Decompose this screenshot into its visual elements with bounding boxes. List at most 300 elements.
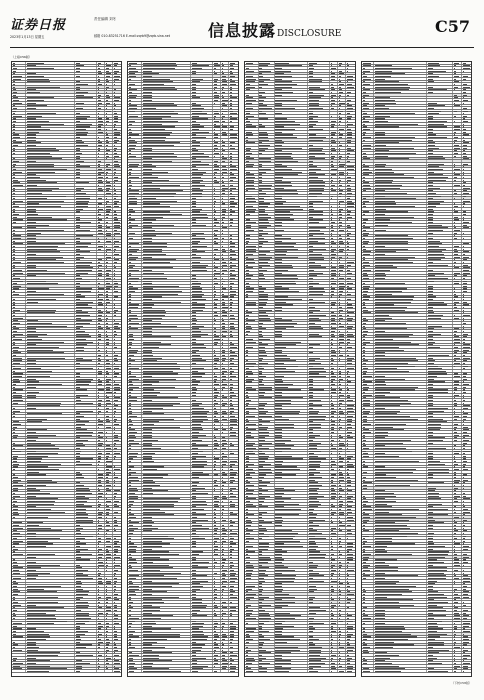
table-cell bbox=[26, 73, 75, 75]
table-cell bbox=[142, 192, 191, 194]
fine-print-text bbox=[129, 376, 136, 377]
fine-print-text bbox=[214, 219, 217, 220]
fine-print-text bbox=[76, 166, 90, 167]
table-cell bbox=[105, 338, 113, 340]
fine-print-text bbox=[98, 148, 101, 149]
fine-print-text bbox=[143, 350, 153, 351]
fine-print-text bbox=[192, 328, 199, 329]
table-cell bbox=[97, 200, 105, 202]
fine-print-text bbox=[214, 182, 220, 183]
table-cell bbox=[128, 421, 142, 423]
fine-print-text bbox=[222, 222, 224, 223]
table-cell bbox=[26, 415, 75, 417]
fine-print-text bbox=[76, 304, 88, 305]
fine-print-text bbox=[76, 581, 81, 582]
fine-print-text bbox=[222, 254, 223, 255]
table-cell bbox=[26, 498, 75, 500]
fine-print-text bbox=[230, 222, 233, 223]
table-cell bbox=[105, 591, 113, 593]
fine-print-text bbox=[143, 381, 160, 382]
fine-print-text bbox=[129, 132, 133, 133]
table-cell bbox=[75, 120, 97, 122]
table-cell bbox=[221, 442, 229, 444]
table-cell bbox=[142, 442, 191, 444]
fine-print-text bbox=[222, 203, 225, 204]
fine-print-text bbox=[214, 443, 219, 444]
fine-print-text bbox=[27, 140, 37, 141]
table-cell bbox=[113, 373, 121, 375]
fine-print-text bbox=[13, 411, 20, 412]
table-cell bbox=[191, 431, 213, 433]
fine-print-text bbox=[214, 451, 215, 452]
table-cell bbox=[221, 158, 229, 160]
table-cell bbox=[142, 399, 191, 401]
table-cell bbox=[229, 445, 238, 447]
table-cell bbox=[12, 577, 26, 579]
fine-print-text bbox=[76, 156, 80, 157]
table-cell bbox=[26, 628, 75, 630]
fine-print-text bbox=[192, 403, 202, 404]
table-cell bbox=[75, 620, 97, 622]
table-cell bbox=[105, 511, 113, 513]
table-cell bbox=[113, 139, 121, 141]
table-cell bbox=[12, 548, 26, 550]
table-cell bbox=[128, 285, 142, 287]
fine-print-text bbox=[114, 79, 119, 80]
table-cell bbox=[75, 107, 97, 109]
table-cell bbox=[128, 450, 142, 452]
table-cell bbox=[26, 423, 75, 425]
table-cell bbox=[213, 415, 221, 417]
table-cell bbox=[113, 564, 121, 566]
table-cell bbox=[97, 402, 105, 404]
fine-print-text bbox=[98, 100, 101, 101]
table-cell bbox=[75, 333, 97, 335]
table-cell bbox=[142, 330, 191, 332]
table-cell bbox=[221, 83, 229, 85]
fine-print-text bbox=[214, 262, 215, 263]
fine-print-text bbox=[114, 198, 116, 199]
table-cell bbox=[221, 370, 229, 372]
table-cell bbox=[105, 628, 113, 630]
table-cell bbox=[97, 503, 105, 505]
table-cell bbox=[97, 615, 105, 617]
table-cell bbox=[97, 617, 105, 619]
fine-print-text bbox=[98, 461, 101, 462]
table-cell bbox=[75, 564, 97, 566]
fine-print-text bbox=[98, 647, 100, 648]
fine-print-text bbox=[114, 166, 120, 167]
table-cell bbox=[191, 450, 213, 452]
fine-print-text bbox=[98, 514, 103, 515]
table-cell bbox=[97, 365, 105, 367]
table-cell bbox=[75, 110, 97, 112]
fine-print-text bbox=[222, 339, 223, 340]
table-cell bbox=[113, 152, 121, 154]
fine-print-text bbox=[98, 227, 102, 228]
table-cell bbox=[97, 421, 105, 423]
table-cell bbox=[97, 508, 105, 510]
table-cell bbox=[142, 240, 191, 242]
table-cell bbox=[128, 429, 142, 431]
table-cell bbox=[105, 543, 113, 545]
table-cell bbox=[191, 65, 213, 67]
table-cell bbox=[213, 243, 221, 245]
fine-print-text bbox=[222, 347, 224, 348]
table-cell bbox=[26, 285, 75, 287]
table-cell bbox=[97, 89, 105, 91]
fine-print-text bbox=[114, 320, 116, 321]
table-cell bbox=[113, 213, 121, 215]
table-cell bbox=[213, 192, 221, 194]
table-cell bbox=[213, 97, 221, 99]
fine-print-text bbox=[106, 610, 111, 611]
fine-print-text bbox=[106, 203, 107, 204]
fine-print-text bbox=[214, 267, 218, 268]
fine-print-text bbox=[230, 76, 236, 77]
table-cell bbox=[12, 498, 26, 500]
fine-print-text bbox=[98, 161, 101, 162]
table-cell bbox=[75, 410, 97, 412]
table-cell bbox=[105, 65, 113, 67]
fine-print-text bbox=[27, 485, 47, 486]
table-cell bbox=[26, 213, 75, 215]
fine-print-text bbox=[98, 634, 102, 635]
fine-print-text bbox=[13, 65, 16, 66]
fine-print-text bbox=[143, 397, 178, 398]
fine-print-text bbox=[222, 302, 226, 303]
table-cell bbox=[113, 375, 121, 377]
fine-print-text bbox=[114, 392, 117, 393]
table-cell bbox=[229, 437, 238, 439]
table-cell bbox=[75, 431, 97, 433]
table-cell bbox=[12, 620, 26, 622]
table-cell bbox=[142, 102, 191, 104]
fine-print-text bbox=[143, 177, 159, 178]
table-cell bbox=[105, 556, 113, 558]
fine-print-text bbox=[114, 148, 117, 149]
fine-print-text bbox=[114, 137, 117, 138]
table-cell bbox=[12, 150, 26, 152]
table-cell bbox=[128, 290, 142, 292]
fine-print-text bbox=[76, 201, 89, 202]
table-cell bbox=[142, 309, 191, 311]
table-cell bbox=[105, 615, 113, 617]
fine-print-text bbox=[106, 488, 109, 489]
fine-print-text bbox=[114, 668, 120, 669]
table-cell bbox=[229, 349, 238, 351]
table-cell bbox=[97, 187, 105, 189]
fine-print-text bbox=[114, 554, 116, 555]
table-cell bbox=[75, 105, 97, 107]
table-cell bbox=[191, 139, 213, 141]
table-cell bbox=[213, 367, 221, 369]
table-cell bbox=[12, 662, 26, 664]
table-cell bbox=[12, 309, 26, 311]
table-cell bbox=[142, 166, 191, 168]
fine-print-text bbox=[76, 456, 80, 457]
fine-print-text bbox=[143, 299, 153, 300]
table-cell bbox=[105, 604, 113, 606]
fine-print-text bbox=[114, 570, 119, 571]
table-cell bbox=[128, 205, 142, 207]
fine-print-text bbox=[214, 400, 216, 401]
table-cell bbox=[229, 243, 238, 245]
fine-print-text bbox=[106, 536, 107, 537]
fine-print-text bbox=[106, 440, 107, 441]
fine-print-text bbox=[27, 150, 59, 151]
fine-print-text bbox=[214, 230, 218, 231]
table-cell bbox=[12, 476, 26, 478]
fine-print-text bbox=[13, 461, 17, 462]
fine-print-text bbox=[114, 456, 116, 457]
fine-print-text bbox=[192, 235, 196, 236]
table-cell bbox=[213, 176, 221, 178]
table-cell bbox=[105, 593, 113, 595]
table-cell bbox=[229, 418, 238, 420]
table-cell bbox=[97, 352, 105, 354]
table-cell bbox=[128, 253, 142, 255]
fine-print-text bbox=[129, 299, 132, 300]
fine-print-text bbox=[222, 283, 224, 284]
table-cell bbox=[75, 354, 97, 356]
fine-print-text bbox=[27, 193, 43, 194]
table-cell bbox=[12, 421, 26, 423]
table-cell bbox=[229, 296, 238, 298]
fine-print-text bbox=[98, 474, 104, 475]
table-cell bbox=[97, 267, 105, 269]
fine-print-text bbox=[129, 336, 134, 337]
fine-print-text bbox=[13, 634, 16, 635]
table-cell bbox=[113, 264, 121, 266]
table-cell bbox=[105, 280, 113, 282]
fine-print-text bbox=[106, 474, 109, 475]
table-cell bbox=[12, 264, 26, 266]
fine-print-text bbox=[76, 384, 89, 385]
table-cell bbox=[75, 506, 97, 508]
table-cell bbox=[142, 158, 191, 160]
fine-print-text bbox=[13, 435, 18, 436]
table-cell bbox=[75, 115, 97, 117]
fine-print-text bbox=[114, 286, 118, 287]
fine-print-text bbox=[192, 116, 199, 117]
table-cell bbox=[12, 235, 26, 237]
fine-print-text bbox=[13, 554, 23, 555]
fine-print-text bbox=[129, 217, 132, 218]
fine-print-text bbox=[230, 68, 235, 69]
fine-print-text bbox=[76, 302, 93, 303]
table-cell bbox=[128, 195, 142, 197]
table-cell bbox=[75, 160, 97, 162]
fine-print-text bbox=[27, 498, 58, 499]
table-cell bbox=[128, 227, 142, 229]
table-cell bbox=[191, 245, 213, 247]
table-cell bbox=[97, 394, 105, 396]
table-cell bbox=[113, 468, 121, 470]
disclosure-column-1 bbox=[11, 61, 122, 677]
table-cell bbox=[105, 670, 113, 672]
fine-print-text bbox=[76, 413, 80, 414]
fine-print-text bbox=[98, 291, 99, 292]
table-cell bbox=[75, 301, 97, 303]
table-cell bbox=[26, 601, 75, 603]
fine-print-text bbox=[76, 498, 89, 499]
fine-print-text bbox=[114, 105, 116, 106]
table-cell bbox=[128, 346, 142, 348]
table-cell bbox=[26, 463, 75, 465]
table-cell bbox=[221, 221, 229, 223]
fine-print-text bbox=[76, 227, 80, 228]
table-cell bbox=[213, 182, 221, 184]
table-cell bbox=[105, 445, 113, 447]
table-cell bbox=[213, 139, 221, 141]
fine-print-text bbox=[76, 161, 84, 162]
table-cell bbox=[221, 322, 229, 324]
fine-print-text bbox=[13, 509, 18, 510]
fine-print-text bbox=[76, 312, 88, 313]
table-cell bbox=[97, 474, 105, 476]
table-cell bbox=[105, 434, 113, 436]
table-cell bbox=[113, 118, 121, 120]
table-cell bbox=[12, 259, 26, 261]
table-cell bbox=[105, 484, 113, 486]
fine-print-text bbox=[106, 188, 110, 189]
fine-print-text bbox=[143, 358, 162, 359]
table-cell bbox=[97, 354, 105, 356]
table-cell bbox=[213, 62, 221, 64]
table-cell bbox=[26, 447, 75, 449]
fine-print-text bbox=[106, 509, 110, 510]
table-cell bbox=[213, 115, 221, 117]
table-cell bbox=[128, 317, 142, 319]
table-cell bbox=[12, 585, 26, 587]
fine-print-text bbox=[114, 655, 119, 656]
fine-print-text bbox=[114, 496, 116, 497]
table-cell bbox=[191, 367, 213, 369]
table-cell bbox=[113, 338, 121, 340]
fine-print-text bbox=[98, 79, 100, 80]
table-cell bbox=[105, 277, 113, 279]
table-cell bbox=[105, 471, 113, 473]
fine-print-text bbox=[222, 95, 223, 96]
table-cell bbox=[12, 452, 26, 454]
table-cell bbox=[113, 78, 121, 80]
fine-print-text bbox=[222, 124, 223, 125]
table-cell bbox=[221, 455, 229, 457]
fine-print-text bbox=[98, 241, 100, 242]
fine-print-text bbox=[192, 427, 202, 428]
fine-print-text bbox=[106, 522, 109, 523]
table-cell bbox=[229, 163, 238, 165]
fine-print-text bbox=[129, 251, 138, 252]
fine-print-text bbox=[230, 145, 232, 146]
table-cell bbox=[113, 211, 121, 213]
fine-print-text bbox=[129, 307, 138, 308]
fine-print-text bbox=[76, 87, 80, 88]
fine-print-text bbox=[114, 671, 120, 672]
fine-print-text bbox=[106, 150, 110, 151]
table-cell bbox=[26, 487, 75, 489]
table-cell bbox=[105, 660, 113, 662]
table-cell bbox=[113, 423, 121, 425]
fine-print-text bbox=[222, 230, 223, 231]
fine-print-text bbox=[192, 411, 209, 412]
fine-print-text bbox=[76, 451, 81, 452]
fine-print-text bbox=[98, 73, 102, 74]
table-cell bbox=[191, 362, 213, 364]
fine-print-text bbox=[98, 533, 99, 534]
table-cell bbox=[26, 280, 75, 282]
table-cell bbox=[75, 559, 97, 561]
table-cell bbox=[75, 641, 97, 643]
fine-print-text bbox=[129, 427, 132, 428]
fine-print-text bbox=[143, 203, 161, 204]
table-cell bbox=[221, 235, 229, 237]
fine-print-text bbox=[76, 403, 93, 404]
table-cell bbox=[229, 415, 238, 417]
table-cell bbox=[26, 636, 75, 638]
table-cell bbox=[191, 89, 213, 91]
fine-print-text bbox=[106, 328, 111, 329]
table-cell bbox=[113, 224, 121, 226]
fine-print-text bbox=[27, 100, 45, 101]
table-cell bbox=[213, 155, 221, 157]
fine-print-text bbox=[222, 193, 225, 194]
table-cell bbox=[105, 373, 113, 375]
table-cell bbox=[12, 625, 26, 627]
table-cell bbox=[213, 458, 221, 460]
table-cell bbox=[128, 192, 142, 194]
table-cell bbox=[191, 378, 213, 380]
fine-print-text bbox=[98, 621, 103, 622]
table-cell bbox=[113, 195, 121, 197]
table-cell bbox=[75, 437, 97, 439]
fine-print-text bbox=[222, 320, 224, 321]
table-cell bbox=[221, 365, 229, 367]
table-cell bbox=[12, 622, 26, 624]
table-cell bbox=[12, 492, 26, 494]
table-cell bbox=[113, 646, 121, 648]
fine-print-text bbox=[192, 392, 196, 393]
table-cell bbox=[12, 479, 26, 481]
table-cell bbox=[26, 532, 75, 534]
fine-print-text bbox=[27, 432, 37, 433]
fine-print-text bbox=[214, 307, 217, 308]
fine-print-text bbox=[76, 546, 80, 547]
table-cell bbox=[75, 275, 97, 277]
fine-print-text bbox=[13, 294, 19, 295]
fine-print-text bbox=[129, 395, 132, 396]
table-cell bbox=[221, 227, 229, 229]
fine-print-text bbox=[27, 267, 37, 268]
fine-print-text bbox=[98, 636, 100, 637]
table-cell bbox=[191, 94, 213, 96]
fine-print-text bbox=[76, 65, 85, 66]
table-cell bbox=[26, 638, 75, 640]
table-cell bbox=[105, 397, 113, 399]
fine-print-text bbox=[76, 634, 85, 635]
fine-print-text bbox=[114, 427, 116, 428]
fine-print-text bbox=[222, 219, 223, 220]
table-cell bbox=[75, 386, 97, 388]
table-cell bbox=[105, 195, 113, 197]
table-cell bbox=[229, 195, 238, 197]
fine-print-text bbox=[129, 177, 140, 178]
table-cell bbox=[191, 370, 213, 372]
fine-print-text bbox=[106, 469, 109, 470]
table-cell bbox=[142, 336, 191, 338]
table-cell bbox=[191, 301, 213, 303]
